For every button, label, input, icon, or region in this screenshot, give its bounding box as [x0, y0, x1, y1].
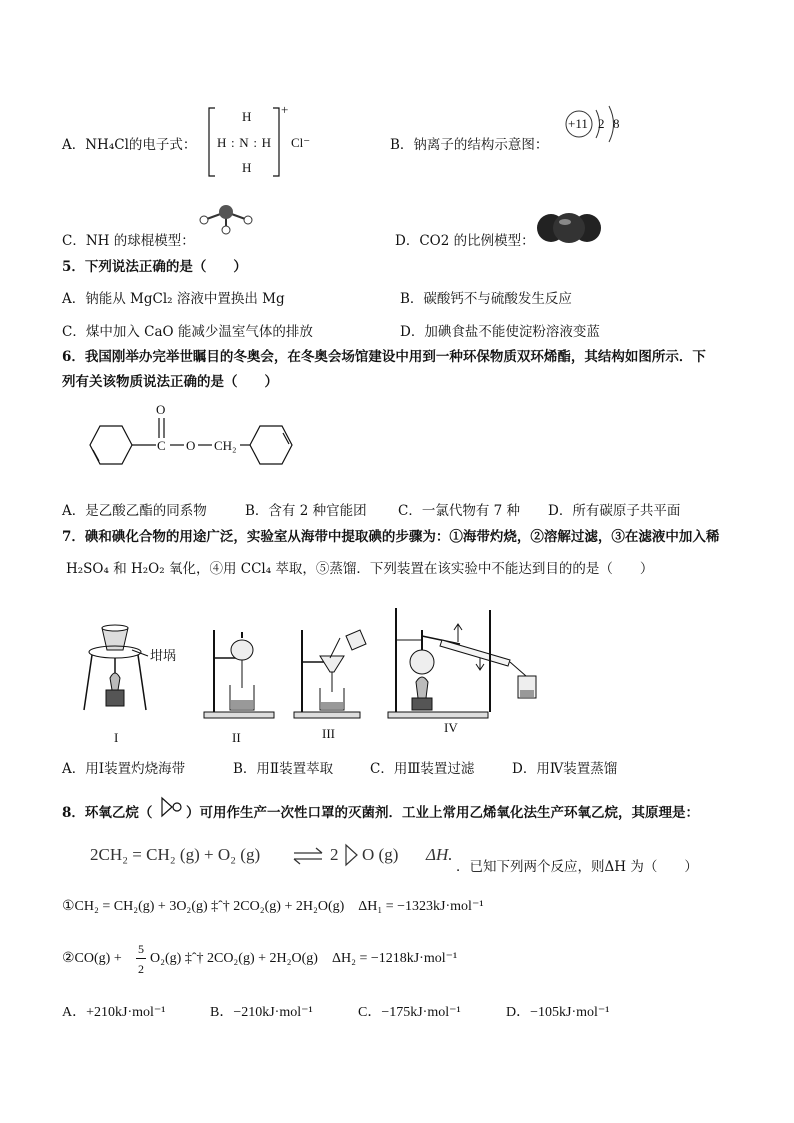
q5-option-d: D．加碘食盐不能使淀粉溶液变蓝 — [400, 324, 600, 340]
methylene: CH₂ — [214, 438, 237, 453]
formula-h-bot: H — [242, 160, 252, 175]
fraction-bar — [136, 958, 146, 959]
q6-stem-line2: 列有关该物质说法正确的是（ ） — [62, 374, 278, 390]
space-filling-model — [535, 210, 605, 246]
formula-anion: Cl⁻ — [291, 135, 311, 150]
q7-option-d: D．用Ⅳ装置蒸馏 — [512, 761, 618, 777]
q5-option-c: C．煤中加入 CaO 能减少温室气体的排放 — [62, 324, 313, 340]
ester-o: O — [186, 438, 196, 453]
label-iv: IV — [444, 720, 458, 735]
q8-option-b: B．−210kJ·mol⁻¹ — [210, 1005, 313, 1020]
formula-row: H:N:H — [217, 135, 271, 150]
q4-option-b: B．钠离子的结构示意图： — [390, 137, 549, 153]
label-ii: II — [232, 730, 241, 745]
crucible-label: 坩埚 — [150, 648, 177, 663]
q4-option-c: C．NH 的球棍模型： — [62, 233, 195, 249]
q7-stem-line1: 7．碘和碘化合物的用途广泛，实验室从海带中提取碘的步骤为：①海带灼烧，②溶解过滤，③在滤液中加入稀 — [62, 529, 720, 545]
shell-1-count: 2 — [598, 116, 605, 131]
equilibrium-arrow-icon — [292, 846, 326, 866]
label-iii: III — [322, 726, 335, 741]
q5-option-b: B．碳酸钙不与硫酸发生反应 — [400, 291, 572, 307]
sodium-ion-diagram — [563, 100, 643, 150]
q8-stem-post: ）可用作生产一次性口罩的灭菌剂．工业上常用乙烯氧化法生产环氧乙烷，其原理是： — [186, 805, 699, 821]
q8-option-a: A．+210kJ·mol⁻¹ — [62, 1005, 166, 1020]
q4-option-a: A．NH₄Cl的电子式： — [62, 137, 197, 153]
q8-main-eq-o: O (g) — [362, 845, 399, 864]
q7-option-b: B．用Ⅱ装置萃取 — [233, 761, 334, 777]
q8-equation-2a: ②CO(g) + — [62, 951, 122, 966]
q7-stem-line2: H₂SO₄ 和 H₂O₂ 氧化，④用 CCl₄ 萃取，⑤蒸馏．下列装置在该实验中不能达到目的的是（ ） — [66, 561, 654, 577]
q8-main-eq-left: 2CH₂ = CH₂ (g) + O₂ (g) — [90, 845, 261, 864]
q8-option-c: C．−175kJ·mol⁻¹ — [358, 1005, 461, 1020]
label-i: I — [114, 730, 119, 745]
apparatus-iii — [294, 630, 366, 718]
epoxide-icon — [158, 796, 184, 820]
q6-option-a: A．是乙酸乙酯的同系物 — [62, 503, 207, 519]
q5-option-a: A．钠能从 MgCl₂ 溶液中置换出 Mg — [62, 291, 285, 307]
bicyclic-ester-structure — [72, 400, 312, 480]
q7-option-a: A．用Ⅰ装置灼烧海带 — [62, 761, 186, 777]
q5-stem: 5．下列说法正确的是（ ） — [62, 259, 247, 275]
formula-charge: + — [281, 102, 289, 117]
formula-h-top: H — [242, 109, 252, 124]
q8-main-eq-coef: 2 — [330, 845, 339, 864]
carbonyl-c: C — [157, 438, 166, 453]
q8-main-eq-tail: ．已知下列两个反应，则ΔH 为（ ） — [456, 859, 698, 875]
shell-2-count: 8 — [613, 116, 620, 131]
q8-equation-2b: O₂(g) ‡ˆ† 2CO₂(g) + 2H₂O(g) ΔH₂ = −1218kJ·mol⁻¹ — [150, 951, 458, 966]
q7-option-c: C．用Ⅲ装置过滤 — [370, 761, 475, 777]
q8-fraction-den: 2 — [138, 962, 144, 976]
apparatus-iv — [388, 608, 536, 718]
epoxide-ring-icon — [343, 842, 363, 868]
apparatus-i — [84, 625, 148, 710]
ball-stick-model — [196, 198, 256, 238]
nucleus-charge: +11 — [568, 116, 588, 131]
carbonyl-o: O — [156, 402, 166, 417]
q6-option-c: C．一氯代物有 7 种 — [398, 503, 521, 519]
q8-option-d: D．−105kJ·mol⁻¹ — [506, 1005, 610, 1020]
q8-fraction-num: 5 — [138, 942, 144, 956]
q8-stem-pre: 8．环氧乙烷（ — [62, 805, 153, 821]
q4-option-d: D．CO2 的比例模型： — [395, 233, 535, 249]
q6-stem-line1: 6．我国刚举办完举世瞩目的冬奥会，在冬奥会场馆建设中用到一种环保物质双环烯酯，其结构如图所示．下 — [62, 349, 706, 365]
apparatus-ii — [204, 630, 274, 718]
q8-main-eq-dh: ΔH. — [426, 845, 453, 864]
q8-equation-1: ①CH₂ = CH₂(g) + 3O₂(g) ‡ˆ† 2CO₂(g) + 2H₂O(g) ΔH₁ = −1323kJ·mol⁻¹ — [62, 899, 484, 914]
q6-option-b: B．含有 2 种官能团 — [245, 503, 367, 519]
q6-option-d: D．所有碳原子共平面 — [548, 503, 681, 519]
apparatus-figure — [70, 600, 560, 745]
nh4cl-electron-formula — [205, 104, 325, 184]
